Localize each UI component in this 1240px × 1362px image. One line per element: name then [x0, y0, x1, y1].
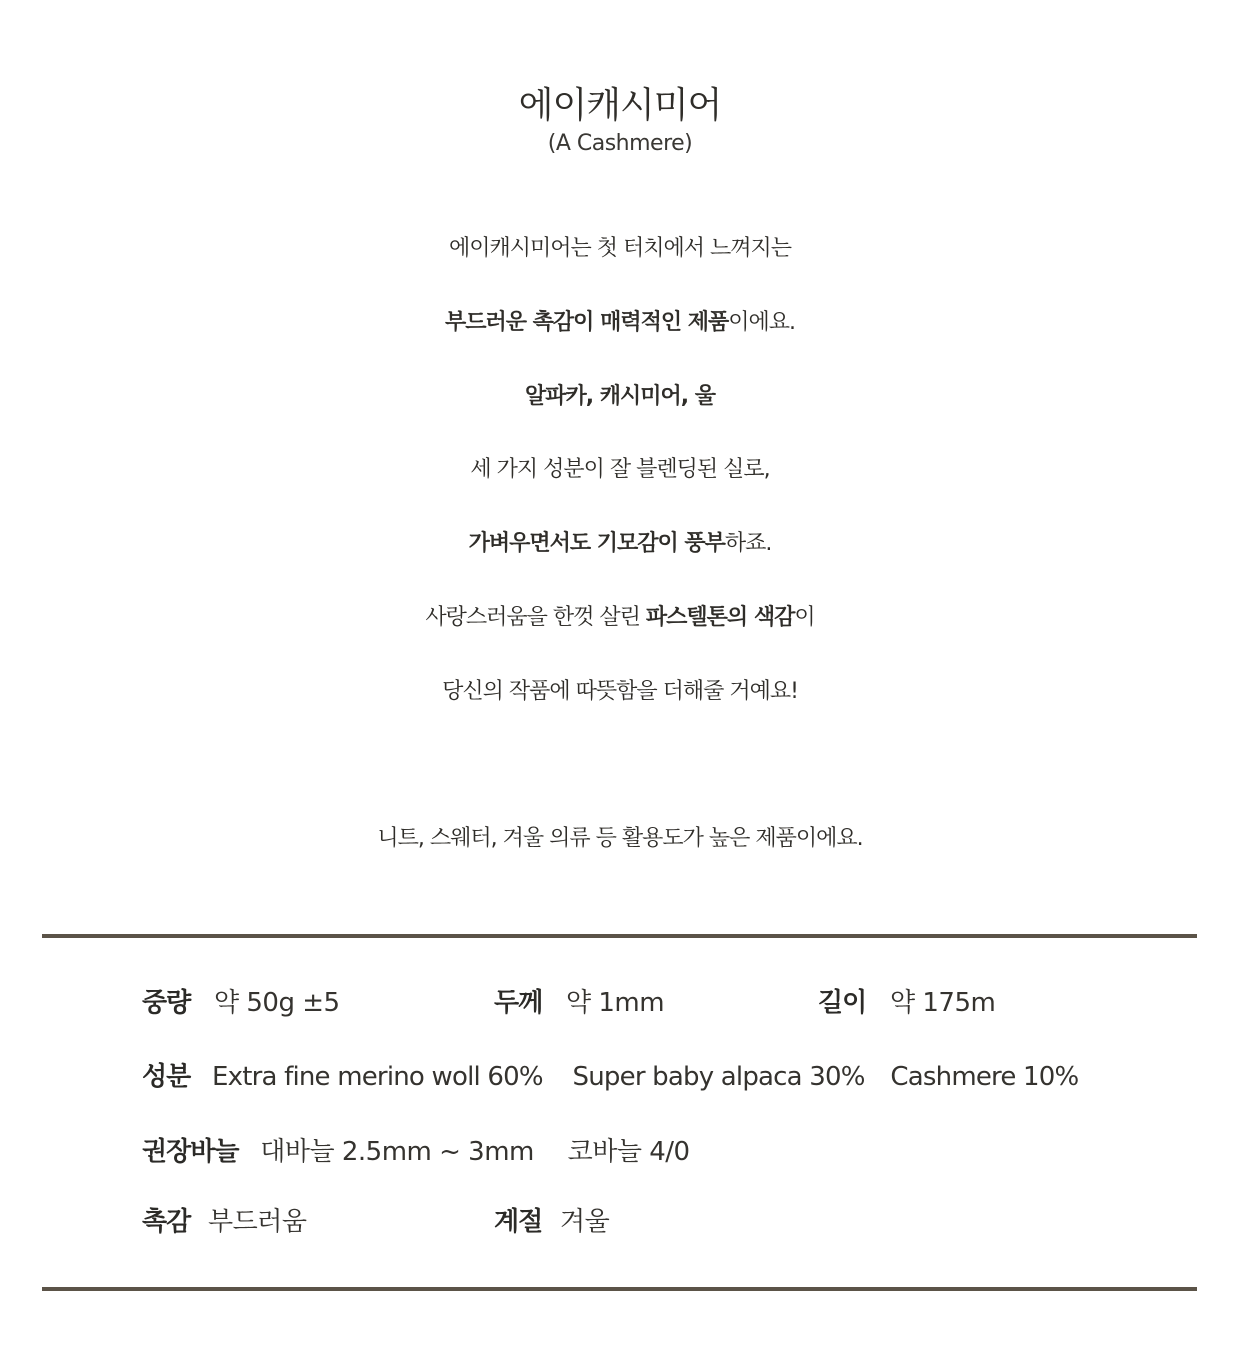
spec-value: 약 50g ±5: [214, 988, 340, 1018]
description-highlight: 파스텔톤의 색감: [645, 605, 795, 630]
spec-texture: [142, 1205, 306, 1239]
description-text: 니트, 스웨터, 겨울 의류 등 활용도가 높은 제품이에요.: [377, 826, 863, 851]
spec-label: 중량: [142, 988, 191, 1018]
description-line-8: [0, 824, 1240, 854]
spec-thickness: [494, 986, 664, 1020]
product-subtitle: (A Cashmere): [547, 131, 693, 156]
spec-value: 코바늘 4/0: [567, 1137, 690, 1167]
spec-label: 촉감: [142, 1207, 191, 1237]
spec-value: Extra fine merino woll 60%: [212, 1062, 543, 1092]
spec-value: 약 1mm: [566, 988, 665, 1018]
spec-length: [818, 986, 995, 1020]
description-line-2: [0, 308, 1240, 338]
spec-label: 두께: [494, 988, 543, 1018]
spec-label: 길이: [818, 988, 867, 1018]
description-line-3: [0, 382, 1240, 412]
spec-needle: [142, 1135, 690, 1169]
product-title: 에이캐시미어: [518, 85, 722, 126]
description-highlight: 가벼우면서도 기모감이 풍부: [468, 531, 725, 556]
spec-value: 부드러움: [208, 1207, 307, 1237]
description-text: 세 가지 성분이 잘 블렌딩된 실로,: [470, 457, 770, 482]
description-highlight: 알파카, 캐시미어, 울: [524, 384, 716, 409]
spec-bottom-divider: [42, 1287, 1197, 1291]
spec-value: 겨울: [560, 1207, 610, 1237]
spec-weight: [142, 986, 340, 1020]
description-text: 에이캐시미어는 첫 터치에서 느껴지는: [448, 236, 791, 261]
description-highlight: 부드러운 촉감이 매력적인 제품: [444, 310, 729, 335]
description-line-5: [0, 529, 1240, 559]
description-text: 당신의 작품에 따뜻함을 더해줄 거예요!: [442, 679, 798, 704]
description-line-4: [0, 455, 1240, 485]
spec-value: 대바늘 2.5mm ~ 3mm: [260, 1137, 534, 1167]
spec-season: [494, 1205, 609, 1239]
spec-value: Cashmere 10%: [890, 1062, 1079, 1092]
spec-label: 권장바늘: [142, 1137, 239, 1167]
description-line-7: [0, 677, 1240, 707]
spec-value: 약 175m: [890, 988, 996, 1018]
spec-value: Super baby alpaca 30%: [572, 1062, 865, 1092]
description-text: 사랑스러움을 한껏 살린: [425, 605, 646, 630]
spec-label: 성분: [142, 1062, 191, 1092]
description-text: 이: [794, 605, 815, 630]
spec-label: 계절: [494, 1207, 543, 1237]
description-text: 이에요.: [728, 310, 795, 335]
description-line-6: [0, 603, 1240, 633]
description-text: 하죠.: [724, 531, 772, 556]
spec-top-divider: [42, 934, 1197, 938]
description-line-1: [0, 234, 1240, 264]
spec-composition: [142, 1060, 1078, 1094]
